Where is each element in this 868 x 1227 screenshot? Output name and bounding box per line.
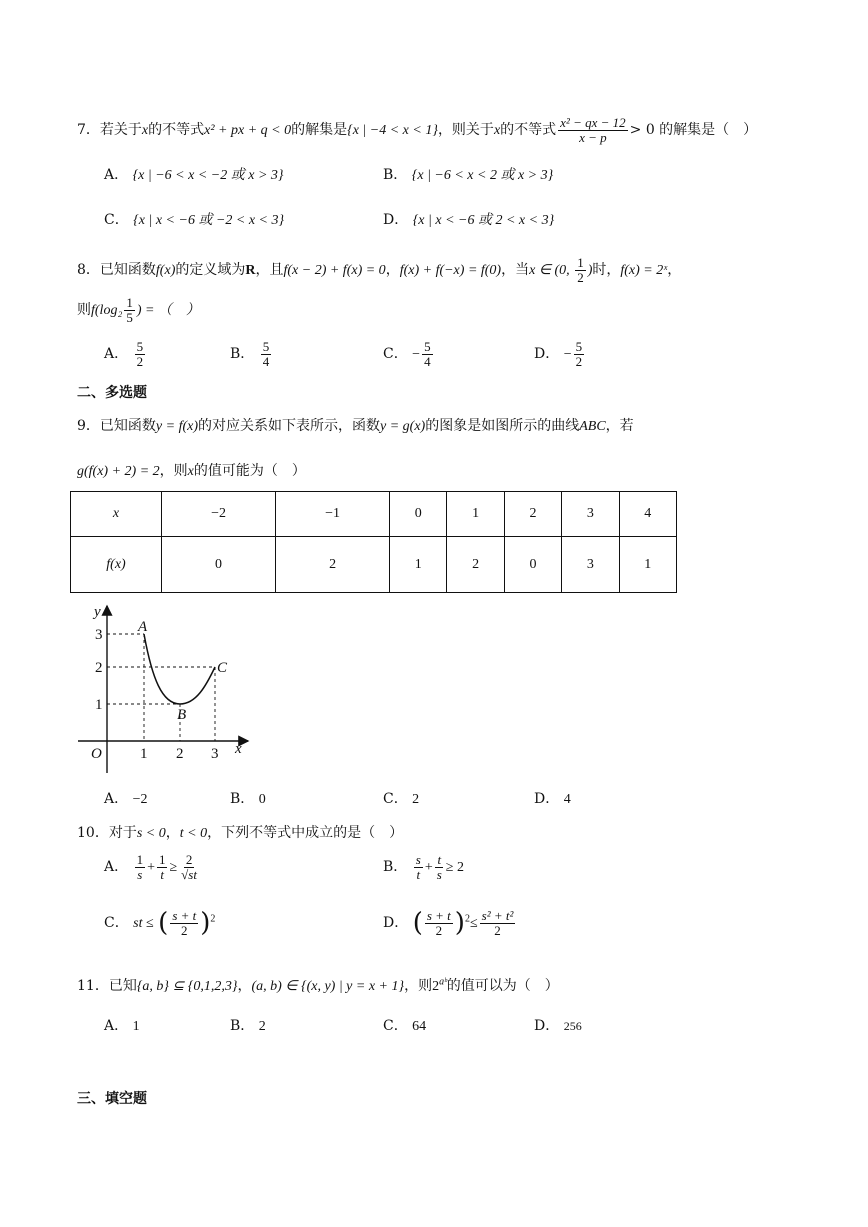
q7-option-a: A． {x | −6 < x < −2 或 x > 3} [104,167,284,183]
q7-option-c: C． {x | x < −6 或 −2 < x < 3} [104,212,285,228]
guide-lines [107,634,215,741]
q10-stem: 10．对于s < 0，t < 0，下列不等式中成立的是（ ） [77,825,404,841]
y-tick-label: 1 [95,697,103,713]
curve-abc [144,634,215,704]
q11-option-d: D． 256 [534,1018,582,1034]
q11-stem: 11．已知{a, b} ⊆ {0,1,2,3}，(a, b) ∈ {(x, y) | y = x + 1}，则$2^{aᵇ}$的值可以为（ ） [77,976,559,994]
table-cell: 0 [504,537,561,593]
q8-option-a: A． $\frac{5}{2}$ [104,339,144,369]
q7-option-d: D． {x | x < −6 或 2 < x < 3} [383,212,555,228]
table-cell: 2 [276,537,390,593]
point-label-a: A [138,619,148,635]
q8-stem-line1: 8．已知函数f(x)的定义域为R，且f(x − 2) + f(x) = 0，f(x) + f(−x) = f(0)，当x ∈ (0, $\frac{1}{2}$ )时，f(x) = 2ˣ， [77,255,682,285]
q9-option-c: C． 2 [383,791,420,807]
q8-stem-line2: 则f(log₂ $\frac{1}{5}$ ) = （ ） [77,295,200,325]
q9-option-d: D． 4 [534,791,571,807]
x-axis-label: x [235,741,242,757]
q10-option-b: B． $\frac{s}{t}$ + $\frac{t}{s}$ ≥ 2 [383,852,464,882]
table-cell: 1 [619,537,676,593]
q9-stem-line1: 9．已知函数y = f(x)的对应关系如下表所示，函数y = g(x)的图象是如图所示的曲线ABC，若 [77,418,634,434]
q10-option-c: C． st ≤ ( $\frac{s + t}{2}$ )$^2$ [104,907,216,938]
table-cell: 4 [619,492,676,537]
table-cell: −2 [162,492,276,537]
x-tick-label: 1 [140,746,148,762]
q7-option-b: B． {x | −6 < x < 2 或 x > 3} [383,167,554,183]
y-tick-label: 2 [95,660,103,676]
section-heading-multiple-choice: 二、多选题 [77,385,147,401]
table-cell: 0 [162,537,276,593]
table-row [71,492,677,537]
table-cell: −1 [276,492,390,537]
y-tick-label: 3 [95,627,103,643]
table-cell: f(x) [71,537,162,593]
q11-option-a: A． 1 [104,1018,140,1034]
q7-fraction: $\frac{\text{x² − qx − 12}}{x - p}$ [560,115,626,145]
q8-option-b: B． $\frac{5}{4}$ [230,339,270,369]
table-cell: 1 [390,537,447,593]
table-cell: 2 [504,492,561,537]
q8-option-c: C． − $\frac{5}{4}$ [383,339,431,369]
q10-option-d: D． ( $\frac{s + t}{2}$ )$^2$≤ $\frac{\text{s² + t²}}{2}$ [383,907,514,938]
y-axis-label: y [94,604,101,620]
table-row [71,537,677,593]
q10-option-a: A． $\frac{1}{s}$ + $\frac{1}{t}$ ≥ $\frac{2}{√st}$ [104,852,197,882]
table-cell: x [71,492,162,537]
q7-stem: 7．若关于x的不等式x² + px + q < 0的解集是{x | −4 < x < 1}，则关于x的不等式 $\frac{\text{x² − qx − 12}}{x - p}$ > 0 的解集是（ ） [77,115,758,145]
origin-label: O [91,746,102,762]
x-tick-label: 2 [176,746,184,762]
q11-option-b: B． 2 [230,1018,266,1034]
table-cell: 3 [562,537,619,593]
point-label-b: B [177,707,187,723]
table-cell: 2 [447,537,504,593]
q8-option-d: D． − $\frac{5}{2}$ [534,339,583,369]
table-cell: 0 [390,492,447,537]
q9-option-b: B． 0 [230,791,266,807]
function-table [70,491,677,593]
function-graph-abc [70,598,270,778]
q11-option-c: C． 64 [383,1018,427,1034]
q9-stem-line2: g(f(x) + 2) = 2，则x的值可能为（ ） [77,463,306,479]
q9-option-a: A． −2 [104,791,148,807]
point-label-c: C [217,660,228,676]
section-heading-fill-in: 三、填空题 [77,1091,147,1107]
table-cell: 1 [447,492,504,537]
x-tick-label: 3 [211,746,219,762]
table-cell: 3 [562,492,619,537]
